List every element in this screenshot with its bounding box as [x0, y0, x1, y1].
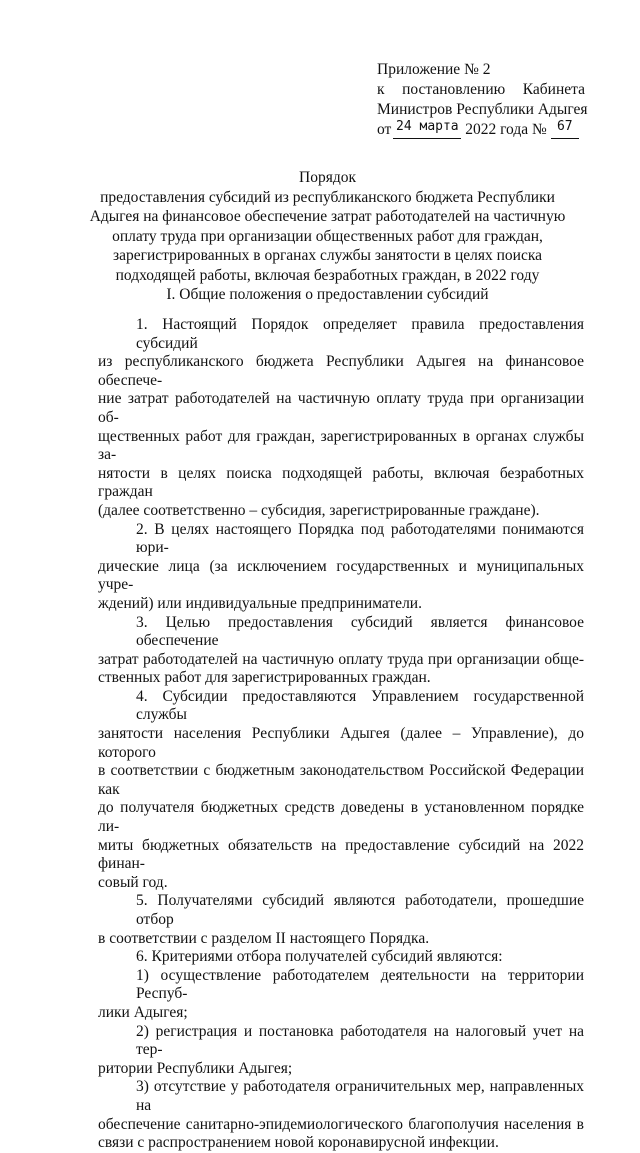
section-heading: I. Общие положения о предоставлении субсидий [166, 286, 489, 303]
paragraph-line: обеспечение санитарно-эпидемиологического благополучия населения в [98, 1115, 584, 1133]
paragraph [98, 948, 584, 967]
title-line: Адыгея на финансовое обеспечение затрат работодателей на частичную [89, 208, 566, 226]
paragraph-line: 6. Критериями отбора получателей субсидий являются: [136, 948, 503, 966]
date-blank [393, 119, 461, 139]
paragraph-line: 3) отсутствие у работодателя ограничительных мер, направленных на [136, 1078, 584, 1114]
paragraph-line: ственных работ для зарегистрированных граждан. [98, 669, 431, 687]
title-line: подходящей работы, включая безработных граждан, в 2022 году [115, 266, 540, 284]
paragraph [98, 892, 584, 948]
paragraph-line: из республиканского бюджета Республики Адыгея на финансовое обеспече- [98, 353, 584, 389]
paragraph [98, 316, 584, 521]
paragraph-line: лики Адыгея; [98, 1003, 188, 1021]
paragraph-line: 3. Целью предоставления субсидий является финансовое обеспечение [136, 613, 584, 650]
paragraph-line: 2) регистрация и постановка работодателя на налоговый учет на тер- [136, 1022, 584, 1059]
paragraph-line: ждений) или индивидуальные предприниматели. [98, 594, 422, 612]
paragraph-line: 2. В целях настоящего Порядка под работодателями понимаются юри- [136, 520, 584, 557]
appendix-resolution: постановлению [402, 81, 506, 98]
appendix-resolution-line [377, 80, 585, 100]
paragraph [98, 1078, 584, 1152]
appendix-from: от [377, 121, 392, 138]
paragraph [98, 1023, 584, 1079]
title-line: зарегистрированных в органах службы занятости в целях поиска [112, 247, 543, 265]
paragraph-line: миты бюджетных обязательств на предоставление субсидий на 2022 финан- [98, 836, 584, 873]
appendix-number: Приложение № 2 [377, 61, 491, 78]
paragraph-line: 1) осуществление работодателем деятельности на территории Респуб- [136, 966, 584, 1003]
handwritten-number: 67 [556, 119, 573, 134]
paragraph-line: затрат работодателей на частичную оплату труда при организации обще- [98, 650, 584, 668]
paragraph-line: 5. Получателями субсидий являются работодатели, прошедшие отбор [136, 892, 584, 928]
paragraph-line: занятости населения Республики Адыгея (далее – Управление), до которого [98, 725, 584, 761]
paragraph [98, 688, 584, 893]
appendix-year: 2022 года № [465, 121, 547, 138]
paragraph-line: в соответствии с разделом II настоящего Порядка. [98, 929, 430, 947]
number-blank [551, 119, 579, 139]
paragraph-line: дические лица (за исключением государственных и муниципальных учре- [98, 557, 584, 594]
paragraph [98, 967, 584, 1023]
paragraph-line: связи с распространением новой коронавирусной инфекции. [98, 1134, 499, 1152]
paragraph-line: щественных работ для граждан, зарегистрированных в органах службы за- [98, 427, 584, 464]
title-heading: Порядок [299, 169, 356, 186]
document-title [80, 168, 575, 286]
appendix-ministers: Министров Республики Адыгея [377, 101, 588, 118]
paragraph-line: нятости в целях поиска подходящей работы, включая безработных граждан [98, 464, 584, 501]
paragraph [98, 521, 584, 614]
appendix-cabinet: Кабинета [522, 81, 585, 98]
appendix-date-line [377, 120, 585, 140]
paragraph [98, 614, 584, 688]
paragraph-line: (далее соответственно – субсидия, зарегистрированные граждане). [98, 501, 540, 519]
paragraph-line: ритории Республики Адыгея; [98, 1059, 293, 1077]
title-line: оплату труда при организации общественных работ для граждан, [112, 227, 543, 245]
paragraph-line: ние затрат работодателей на частичную оплату труда при организации об- [98, 390, 584, 426]
handwritten-date: 24 марта [396, 119, 459, 134]
appendix-header [377, 60, 588, 140]
appendix-k: к [377, 81, 385, 98]
paragraph-line: совый год. [98, 873, 168, 891]
paragraph-line: 1. Настоящий Порядок определяет правила предоставления субсидий [136, 316, 584, 352]
paragraph-line: в соответствии с бюджетным законодательством Российской Федерации как [98, 762, 584, 798]
paragraph-line: до получателя бюджетных средств доведены в установленном порядке ли- [98, 799, 584, 836]
paragraph-line: 4. Субсидии предоставляются Управлением государственной службы [136, 687, 584, 724]
document-body [98, 316, 584, 1153]
title-line: предоставления субсидий из республиканского бюджета Республики [100, 188, 555, 206]
